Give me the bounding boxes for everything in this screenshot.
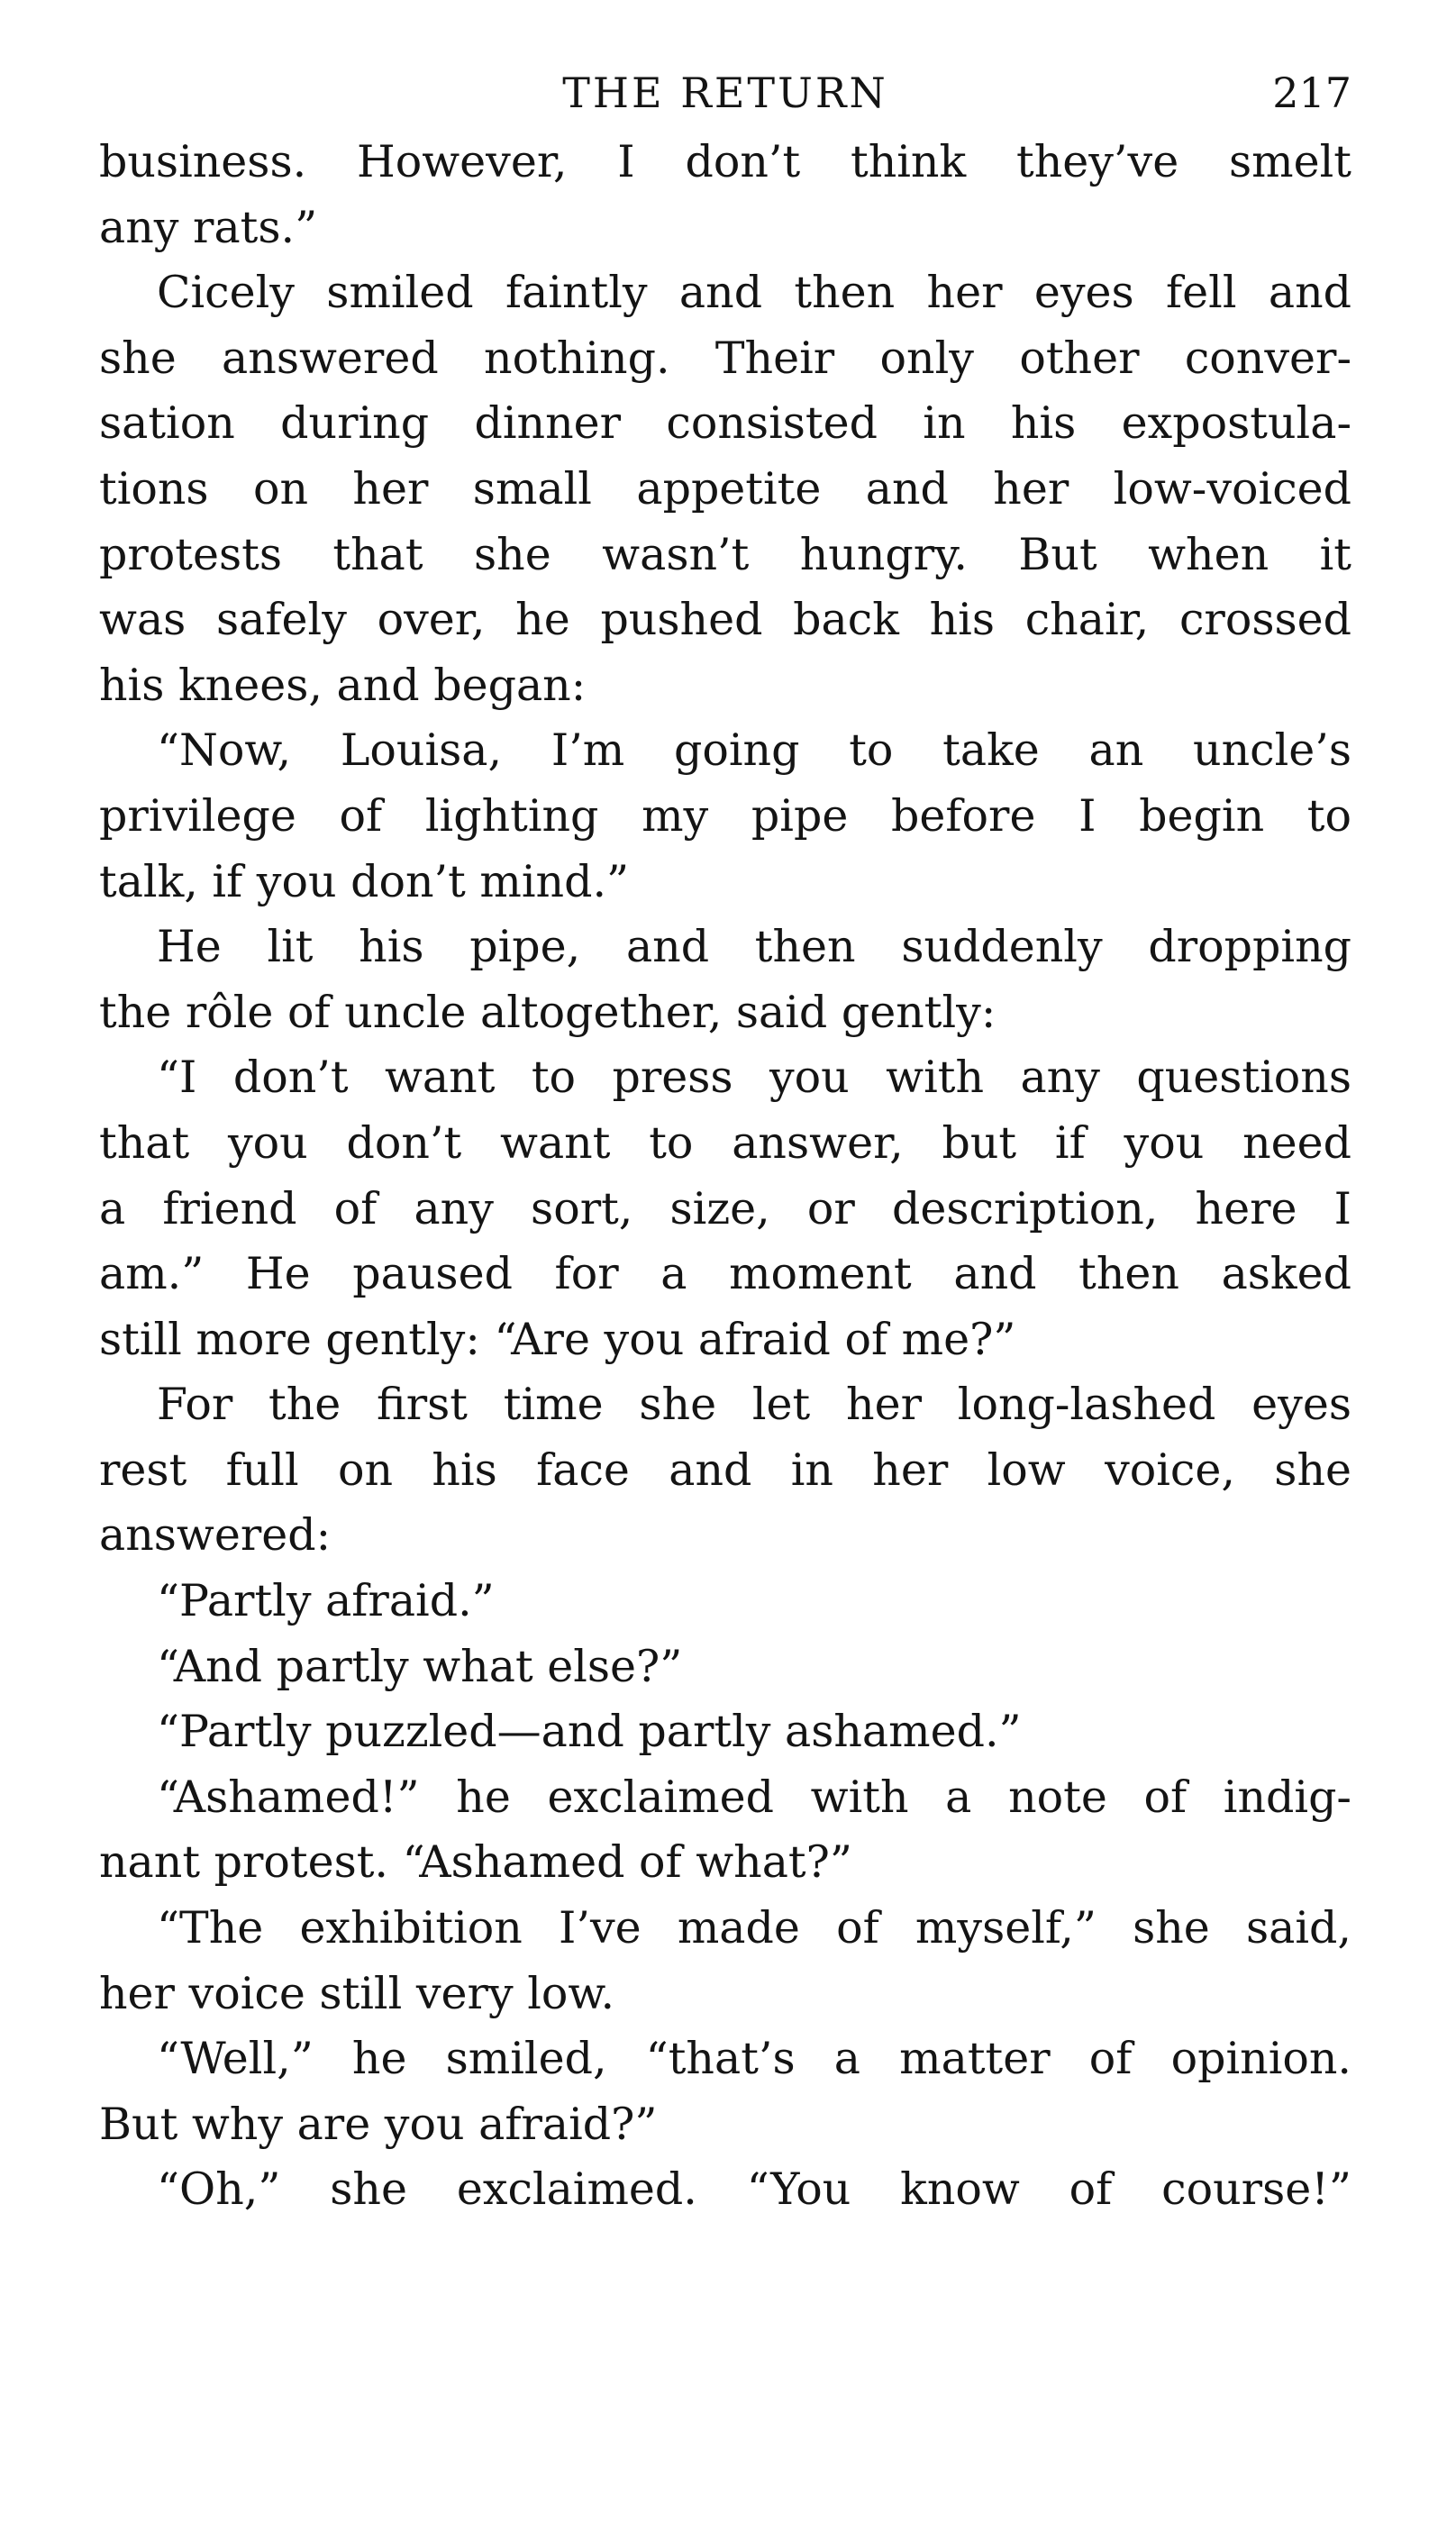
text-line: his knees, and began: — [99, 659, 587, 711]
text-line: “And partly what else?” — [157, 1640, 683, 1692]
text-line: business. However, I don’t think they’ve smelt — [99, 136, 1351, 187]
text-line: talk, if you don’t mind.” — [99, 855, 630, 907]
text-line: any rats.” — [99, 201, 318, 253]
text-line: “Partly afraid.” — [157, 1575, 495, 1627]
text-line: He lit his pipe, and then suddenly dropping — [157, 921, 1351, 973]
page-header — [99, 63, 1351, 123]
text-line: tions on her small appetite and her low-voiced — [99, 462, 1351, 515]
text-line: sation during dinner consisted in his expostula- — [99, 397, 1351, 450]
text-line: “Now, Louisa, I’m going to take an uncle’s — [157, 724, 1351, 777]
text-line: “Ashamed!” he exclaimed with a note of indig- — [157, 1771, 1351, 1823]
text-line: “Well,” he smiled, “that’s a matter of opinion. — [157, 2033, 1351, 2085]
text-line: “Partly puzzled—and partly ashamed.” — [157, 1706, 1022, 1758]
text-line: But why are you afraid?” — [99, 2098, 658, 2150]
book-page — [99, 63, 1351, 2223]
text-line: the rôle of uncle altogether, said gently: — [99, 986, 996, 1038]
text-line: that you don’t want to answer, but if you need — [99, 1116, 1351, 1169]
body-text — [99, 130, 1351, 2223]
text-line: a friend of any sort, size, or description, here I — [99, 1182, 1351, 1234]
text-line: still more gently: “Are you afraid of me?” — [99, 1313, 1016, 1365]
running-title: THE RETURN — [562, 68, 888, 117]
text-line: “Oh,” she exclaimed. “You know of course!” — [157, 2163, 1351, 2216]
text-line: Cicely smiled faintly and then her eyes fell and — [157, 267, 1351, 319]
text-line: answered: — [99, 1509, 332, 1562]
text-line: protests that she wasn’t hungry. But when it — [99, 528, 1351, 580]
text-line: rest full on his face and in her low voice, she — [99, 1444, 1351, 1496]
text-line: she answered nothing. Their only other conver- — [99, 332, 1351, 384]
text-line: “The exhibition I’ve made of myself,” she said, — [157, 1902, 1351, 1954]
text-line: was safely over, he pushed back his chair, crossed — [99, 594, 1351, 646]
text-line: privilege of lighting my pipe before I begin to — [99, 789, 1351, 842]
text-line: “I don’t want to press you with any questions — [157, 1052, 1351, 1104]
text-line: am.” He paused for a moment and then asked — [99, 1248, 1351, 1300]
text-line: her voice still very low. — [99, 1967, 615, 2019]
text-line: For the first time she let her long-lashed eyes — [157, 1379, 1351, 1431]
page-number: 217 — [1272, 68, 1351, 117]
text-line: nant protest. “Ashamed of what?” — [99, 1836, 852, 1889]
